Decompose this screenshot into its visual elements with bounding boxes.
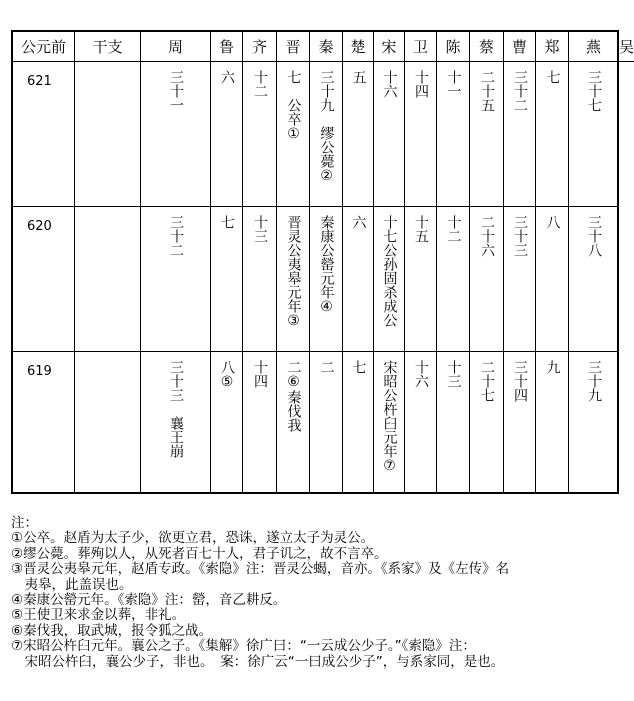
cell-song xyxy=(374,352,405,494)
cell-text: 七 xyxy=(350,360,367,374)
cell-text: 九 xyxy=(544,360,561,374)
notes-section xyxy=(11,516,626,670)
chronology-table xyxy=(11,30,634,494)
cell-text: 三十九 xyxy=(586,360,602,402)
cell-text: 十六 xyxy=(381,70,398,98)
cell-chu xyxy=(343,62,374,207)
cell-text: 七 公卒① xyxy=(285,70,302,142)
cell-text: 十三 xyxy=(445,360,462,388)
cell-jin xyxy=(277,62,310,207)
cell-text: 十二 xyxy=(252,70,268,98)
cell-text: 十四 xyxy=(413,70,429,98)
cell-cai xyxy=(470,352,504,494)
header-zheng: 郑 xyxy=(536,32,569,62)
cell-text: 二 xyxy=(318,360,335,374)
cell-year xyxy=(13,207,75,352)
cell-wei xyxy=(405,62,437,207)
cell-jin xyxy=(277,207,310,352)
cell-zheng xyxy=(536,352,569,494)
cell-ganzhi xyxy=(75,352,141,494)
note-line: ⑦宋昭公杵臼元年。襄公之子。《集解》徐广曰：“一云成公少子。”《索隐》注： xyxy=(11,638,476,655)
cell-jin xyxy=(277,352,310,494)
cell-cai xyxy=(470,207,504,352)
header-song: 宋 xyxy=(374,32,405,62)
cell-text: 十六 xyxy=(413,360,429,388)
cell-ganzhi xyxy=(75,62,141,207)
note-line: ⑤王使卫来求金以葬，非礼。 xyxy=(11,607,186,624)
cell-lu xyxy=(211,352,243,494)
cell-lu xyxy=(211,62,243,207)
cell-qi xyxy=(243,62,277,207)
note-line: 宋昭公杵臼，襄公少子，非也。 案：徐广云“一曰成公少子”，与系家同，是也。 xyxy=(11,653,505,670)
cell-text: 七 xyxy=(544,70,561,84)
cell-qin xyxy=(310,352,343,494)
header-chu: 楚 xyxy=(343,32,374,62)
cell-zheng xyxy=(536,207,569,352)
cell-text: 三十八 xyxy=(586,215,602,257)
cell-text: 二十六 xyxy=(479,215,495,257)
header-qin: 秦 xyxy=(310,32,343,62)
cell-text: 七 xyxy=(219,215,235,229)
note-line: ⑥秦伐我，取武城，报令狐之战。 xyxy=(11,622,213,639)
cell-text: 三十九 缪公薨② xyxy=(318,70,335,184)
cell-lu xyxy=(211,207,243,352)
year-label: 619 xyxy=(27,364,52,379)
cell-text: 二⑥秦伐我 xyxy=(285,360,302,432)
cell-text: 秦康公罃元年④ xyxy=(318,215,335,315)
header-jin: 晋 xyxy=(277,32,310,62)
cell-year xyxy=(13,352,75,494)
cell-year xyxy=(13,62,75,207)
cell-yan xyxy=(569,352,619,494)
cell-qi xyxy=(243,207,277,352)
year-label: 621 xyxy=(27,74,52,89)
header-year: 公元前 xyxy=(13,32,75,62)
cell-zheng xyxy=(536,62,569,207)
cell-text: 三十二 xyxy=(512,70,528,112)
cell-qin xyxy=(310,62,343,207)
cell-text: 晋灵公夷皋元年③ xyxy=(285,215,302,329)
cell-text: 六 xyxy=(350,215,367,229)
cell-zhou xyxy=(141,207,211,352)
header-wei: 卫 xyxy=(405,32,437,62)
header-qi: 齐 xyxy=(243,32,277,62)
cell-text: 十七公孙固杀成公 xyxy=(381,215,398,327)
header-ganzhi: 干支 xyxy=(75,32,141,62)
note-line: ④秦康公罃元年。《索隐》注：罃，音乙耕反。 xyxy=(11,592,287,609)
cell-wei xyxy=(405,352,437,494)
cell-cao xyxy=(504,62,536,207)
cell-ganzhi xyxy=(75,207,141,352)
header-lu: 鲁 xyxy=(211,32,243,62)
year-label: 620 xyxy=(27,219,52,234)
cell-text: 十五 xyxy=(413,215,429,243)
cell-yan xyxy=(569,62,619,207)
cell-text: 三十七 xyxy=(586,70,602,112)
cell-chu xyxy=(343,352,374,494)
cell-wei xyxy=(405,207,437,352)
cell-text: 三十三 襄王崩 xyxy=(168,360,184,458)
header-cai: 蔡 xyxy=(470,32,504,62)
cell-chen xyxy=(437,352,470,494)
notes-title: 注： xyxy=(11,515,38,531)
cell-text: 二十七 xyxy=(479,360,495,402)
header-wu: 吴 xyxy=(619,32,634,62)
cell-text: 十二 xyxy=(445,215,462,243)
note-line: ①公卒。赵盾为太子少，欲更立君，恐诛，遂立太子为灵公。 xyxy=(11,530,375,547)
cell-text: 五 xyxy=(350,70,367,84)
cell-text: 十一 xyxy=(445,70,462,98)
cell-text: 三十四 xyxy=(512,360,528,402)
cell-text: 二十五 xyxy=(479,70,495,112)
cell-text: 宋昭公杵臼元年⑦ xyxy=(381,360,398,474)
cell-chen xyxy=(437,62,470,207)
cell-song xyxy=(374,62,405,207)
cell-qin xyxy=(310,207,343,352)
cell-yan xyxy=(569,207,619,352)
cell-text: 十三 xyxy=(252,215,268,243)
cell-text: 十四 xyxy=(252,360,268,388)
cell-text: 三十一 xyxy=(168,70,184,112)
cell-song xyxy=(374,207,405,352)
cell-text: 八 xyxy=(544,215,561,229)
cell-chu xyxy=(343,207,374,352)
note-line: ②缪公薨。葬殉以人，从死者百七十人，君子讥之，故不言卒。 xyxy=(11,545,388,562)
cell-text: 三十三 xyxy=(512,215,528,257)
cell-text: 八⑤ xyxy=(219,360,235,390)
header-yan: 燕 xyxy=(569,32,619,62)
note-line: 夷皋，此盖误也。 xyxy=(11,576,133,593)
cell-cai xyxy=(470,62,504,207)
cell-cao xyxy=(504,207,536,352)
cell-text: 三十二 xyxy=(168,215,184,257)
cell-text: 六 xyxy=(219,70,235,84)
cell-qi xyxy=(243,352,277,494)
cell-zhou xyxy=(141,352,211,494)
cell-cao xyxy=(504,352,536,494)
cell-zhou xyxy=(141,62,211,207)
header-cao: 曹 xyxy=(504,32,536,62)
note-line: ③晋灵公夷皋元年，赵盾专政。《索隐》注：晋灵公蝎，音亦。《系家》及《左传》名 xyxy=(11,561,510,578)
header-zhou: 周 xyxy=(141,32,211,62)
cell-chen xyxy=(437,207,470,352)
header-chen: 陈 xyxy=(437,32,470,62)
